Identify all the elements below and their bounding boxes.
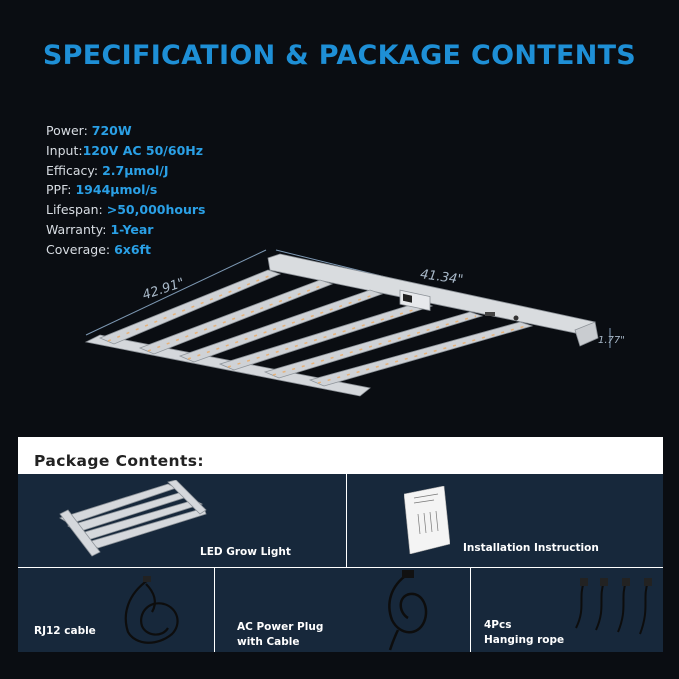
page-title: SPECIFICATION & PACKAGE CONTENTS	[42, 40, 637, 71]
spec-power: Power: 720W	[46, 123, 132, 138]
power-cable-label: AC Power Plug with Cable	[237, 621, 324, 648]
hanging-rope-icon	[570, 578, 666, 638]
spec-lifespan: Lifespan: >50,000hours	[46, 202, 206, 218]
grow-light-fixture-illustration	[70, 230, 630, 420]
spec-coverage: Coverage: 6x6ft	[46, 241, 151, 257]
installation-instruction-label: Installation Instruction	[463, 542, 599, 554]
manual-icon	[404, 486, 450, 554]
hanging-rope-label: 4Pcs Hanging rope	[484, 619, 565, 646]
grow-light-icon	[58, 480, 208, 560]
spec-ppf: PPF: 1944μmol/s	[46, 182, 158, 198]
grow-light-label: LED Grow Light	[200, 546, 291, 558]
width-dimension-label: 42.91"	[140, 275, 187, 304]
spec-warranty: Warranty: 1-Year	[46, 221, 154, 237]
length-dimension-label: 41.34"	[419, 267, 465, 288]
package-contents-panel	[18, 474, 663, 652]
spec-input: Input:120V AC 50/60Hz	[46, 142, 204, 158]
spec-efficacy: Efficacy: 2.7μmol/J	[46, 162, 169, 178]
package-contents-header	[18, 437, 663, 474]
package-contents-heading: Package Contents:	[34, 452, 205, 470]
rj12-cable-label: RJ12 cable	[34, 625, 96, 637]
rj12-cable-icon	[118, 574, 188, 649]
power-cable-icon	[378, 570, 438, 652]
height-dimension-label: 1.77"	[598, 335, 625, 346]
